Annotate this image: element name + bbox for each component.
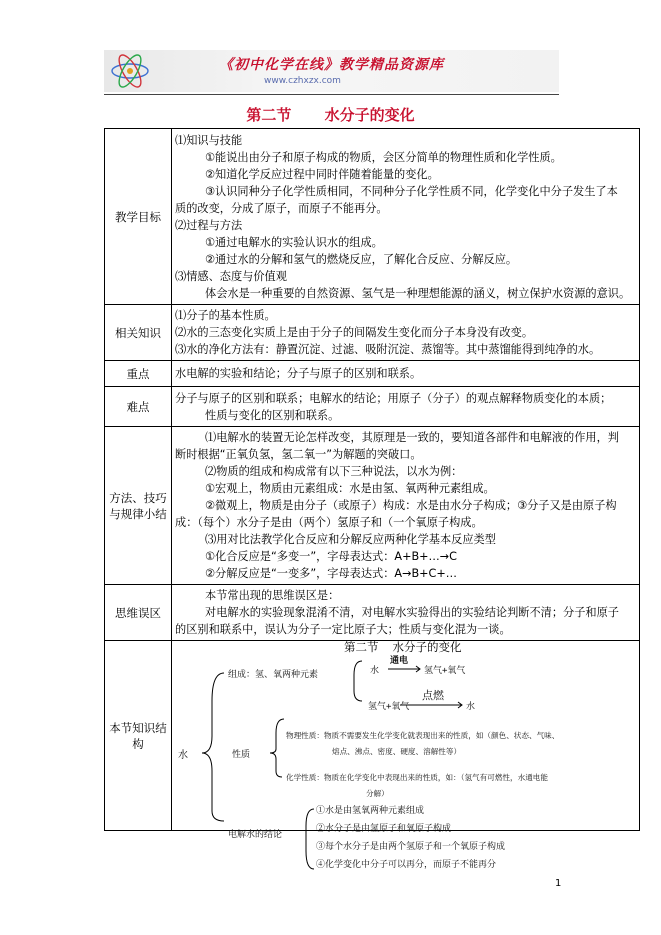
mistakes-line: 的区别和联系中，误认为分子一定比原子大；性质与变化混为一谈。: [175, 623, 511, 636]
banner-title: 《初中化学在线》教学精品资源库: [219, 57, 444, 73]
methods-line: 成：（每个）水分子是由（两个）氢原子和（一个氧原子构成。: [175, 516, 483, 529]
methods-line: ①化合反应是“多变一”，字母表达式：A+B+…→C: [205, 550, 457, 563]
methods-line: ⑶用对比法教学化合反应和分解反应两种化学基本反应类型: [205, 533, 496, 546]
physical-properties: 物理性质：物质不需要发生化学变化就表现出来的性质，如（颜色、状态、气味、: [286, 731, 560, 740]
physical-properties-cont: 熔点、沸点、密度、硬度、溶解性等）: [332, 747, 462, 756]
methods-line: ②微观上，物质是由分子（或原子）构成：水是由水分子构成；③分子又是由原子构: [205, 499, 617, 512]
related-line: ⑵水的三态变化实质上是由于分子的间隔发生变化而分子本身没有改变。: [175, 326, 534, 339]
methods-line: ⑵物质的组成和构成常有以下三种说法，以水为例：: [205, 465, 463, 478]
chemical-properties-cont: 分解）: [366, 789, 389, 798]
methods-line: ⑴电解水的装置无论怎样改变，其原理是一致的，要知道各部件和电解液的作用，判: [205, 431, 619, 444]
electrolysis-condition: 通电: [390, 656, 409, 666]
lesson-table: [104, 128, 640, 870]
content-difficult: [172, 387, 640, 427]
chemical-properties: 化学性质：物质在化学变化中表现出来的性质，如：（氢气有可燃性，水通电能: [286, 773, 548, 782]
label-methods: 方法、技巧与规律小结: [105, 427, 172, 585]
electrolysis-rhs: 氢气+氧气: [424, 666, 466, 676]
page-number: 1: [555, 878, 562, 889]
diagram-composition: 组成：氢、氧两种元素: [228, 670, 319, 680]
electrolysis-lhs: 水: [370, 666, 380, 676]
diagram-conclusion: 电解水的结论: [228, 830, 283, 840]
goals-line: ①能说出由分子和原子构成的物质，会区分简单的物理性质和化学性质。: [205, 150, 562, 164]
row-related: [105, 305, 640, 361]
goals-line: ②通过水的分解和氢气的燃烧反应，了解化合反应、分解反应。: [205, 252, 518, 266]
row-mistakes: [105, 585, 640, 641]
header-banner: [104, 50, 559, 92]
combustion-condition: 点燃: [422, 689, 444, 702]
diagram-root: 水: [178, 750, 188, 761]
content-related: [172, 305, 640, 361]
combustion-rhs: 水: [466, 702, 476, 712]
label-goals: 教学目标: [105, 129, 172, 305]
goals-line: 体会水是一种重要的自然资源、氢气是一种理想能源的涵义，树立保护水资源的意识。: [205, 286, 631, 300]
goals-line: 质的改变，分成了原子，而原子不能再分。: [175, 201, 388, 215]
row-structure: [105, 641, 640, 831]
methods-line: ①宏观上，物质由元素组成：水是由氢、氧两种元素组成。: [205, 482, 495, 495]
header-divider: [104, 94, 559, 95]
diagram-title-topic: 水分子的变化: [392, 640, 462, 654]
knowledge-diagram: [172, 640, 639, 870]
label-structure: 本节知识结构: [105, 641, 172, 831]
methods-line: 断时根据“正氧负氢，氢二氧一”为解题的突破口。: [175, 448, 422, 461]
methods-line: ②分解反应是“一变多”，字母表达式：A→B+C+…: [205, 567, 457, 580]
row-key: [105, 361, 640, 387]
goals-line: ⑴知识与技能: [175, 133, 243, 147]
mistakes-line: 对电解水的实验现象混淆不清，对电解水实验得出的实验结论判断不清；分子和原子: [205, 606, 619, 619]
label-related: 相关知识: [105, 305, 172, 361]
diagram-properties: 性质: [232, 750, 251, 760]
content-key: [172, 361, 640, 387]
row-methods: [105, 427, 640, 585]
content-structure: [172, 640, 640, 870]
conclusion-item: ①水是由氢氧两种元素组成: [316, 806, 425, 816]
combustion-lhs: 氢气+氧气: [368, 702, 410, 712]
goals-line: ②知道化学反应过程中同时伴随着能量的变化。: [205, 167, 439, 181]
diagram-title-section: 第二节: [344, 640, 379, 654]
mistakes-line: 本节常出现的思维误区是：: [205, 589, 340, 602]
difficult-line: 性质与变化的区别和联系。: [205, 408, 340, 422]
row-goals: [105, 129, 640, 305]
section-number: 第二节: [246, 106, 292, 124]
label-difficult: 难点: [105, 387, 172, 427]
banner-url: www.czhxzx.com: [264, 76, 341, 86]
key-line: 水电解的实验和结论；分子与原子的区别和联系。: [175, 367, 422, 380]
difficult-line: 分子与原子的区别和联系；电解水的结论；用原子（分子）的观点解释物质变化的本质；: [175, 391, 612, 405]
conclusion-item: ③每个水分子是由两个氢原子和一个氧原子构成: [316, 842, 506, 852]
label-mistakes: 思维误区: [105, 585, 172, 641]
goals-line: ①通过电解水的实验认识水的组成。: [205, 235, 383, 249]
atom-logo-icon: [108, 52, 152, 90]
related-line: ⑴分子的基本性质。: [175, 309, 276, 322]
content-mistakes: [172, 585, 640, 641]
content-goals: [172, 129, 640, 305]
goals-line: ⑶情感、态度与价值观: [175, 269, 287, 283]
related-line: ⑶水的净化方法有：静置沉淀、过滤、吸附沉淀、蒸馏等。其中蒸馏能得到纯净的水。: [175, 343, 601, 356]
label-key: 重点: [105, 361, 172, 387]
conclusion-item: ④化学变化中分子可以再分，而原子不能再分: [316, 860, 497, 870]
page-title: [0, 104, 661, 125]
goals-line: ③认识同种分子化学性质相同，不同种分子化学性质不同，化学变化中分子发生了本: [205, 184, 618, 198]
content-methods: [172, 427, 640, 585]
conclusion-item: ②水分子是由氢原子和氧原子构成: [316, 824, 452, 834]
section-title: 水分子的变化: [324, 106, 415, 124]
row-difficult: [105, 387, 640, 427]
goals-line: ⑵过程与方法: [175, 218, 243, 232]
